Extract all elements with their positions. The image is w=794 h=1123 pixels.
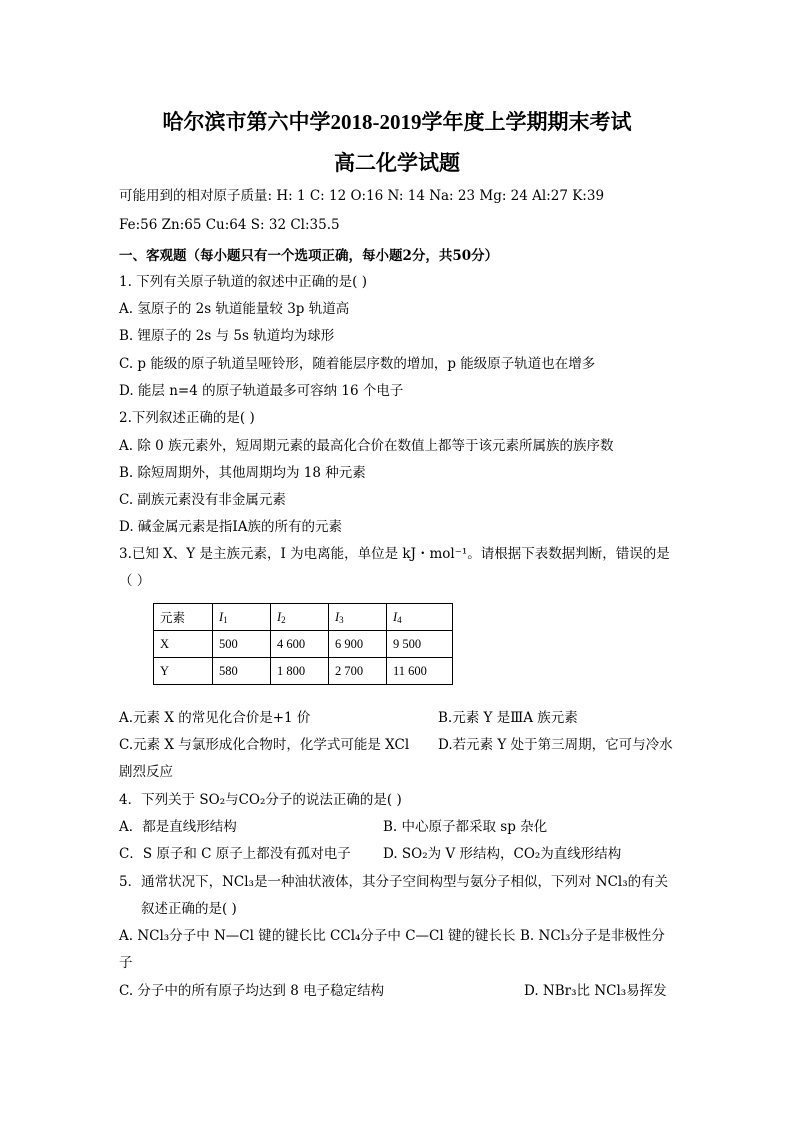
q5-option-a: A. NCl₃分子中 N—Cl 键的键长比 CCl₄分子中 C—Cl 键的键长长 [119,928,516,944]
table-cell: Y [154,658,213,685]
q3-stem-continued: （ ） [119,573,151,589]
q5-option-c: C. 分子中的所有原子均达到 8 电子稳定结构 [119,983,385,999]
q4-stem: 4．下列关于 SO₂与CO₂分子的说法正确的是( ) [119,792,402,808]
q2-option-a: A. 除 0 族元素外，短周期元素的最高化合价在数值上都等于该元素所属族的族序数 [119,438,614,454]
table-cell: 580 [213,658,271,685]
table-header-cell: 元素 [154,604,213,631]
q1-option-d: D. 能层 n=4 的原子轨道最多可容纳 16 个电子 [119,383,404,399]
q3-stem: 3.已知 X、Y 是主族元素，I 为电离能，单位是 kJ・mol⁻¹。请根据下表数据判断，错误的是 [119,546,670,562]
q2-option-c: C. 副族元素没有非金属元素 [119,492,286,508]
atomic-mass-line-2: Fe:56 Zn:65 Cu:64 S: 32 Cl:35.5 [119,217,340,233]
q1-option-b: B. 锂原子的 2s 与 5s 轨道均为球形 [119,328,335,344]
table-cell: 1 800 [271,658,329,685]
section-heading: 一、客观题（每小题只有一个选项正确，每小题2分，共50分） [119,248,499,264]
q3-option-c: C.元素 X 与氯形成化合物时，化学式可能是 XCl [119,737,410,753]
q5-option-d: D. NBr₃比 NCl₃易挥发 [524,983,667,999]
q5-stem: 5．通常状况下，NCl₃是一种油状液体，其分子空间构型与氨分子相似，下列对 NCl₃的有关 [119,874,669,890]
exam-title: 哈尔滨市第六中学2018-2019学年度上学期期末考试 [162,110,632,134]
table-row [154,631,453,658]
q4-option-a: A．都是直线形结构 [119,819,237,835]
table-cell: 500 [213,631,271,658]
table-cell: 2 700 [329,658,387,685]
q2-option-d: D. 碱金属元素是指ⅠA族的所有的元素 [119,519,343,535]
table-header-cell: $I_3$ [329,604,387,631]
q3-option-d-continued: 剧烈反应 [119,764,173,780]
q1-stem: 1. 下列有关原子轨道的叙述中正确的是( ) [119,274,367,290]
q2-option-b: B. 除短周期外，其他周期均为 18 种元素 [119,465,366,481]
atomic-mass-line-1: 可能用到的相对原子质量: H: 1 C: 12 O:16 N: 14 Na: 23 Mg: 24 Al:27 K:39 [119,188,605,204]
table-header-cell: $I_1$ [213,604,271,631]
q5-stem-continued: 叙述正确的是( ) [141,901,237,917]
q4-option-c: C．S 原子和 C 原子上都没有孤对电子 [119,846,351,862]
table-cell: 11 600 [387,658,453,685]
q4-option-d: D. SO₂为 V 形结构，CO₂为直线形结构 [383,846,622,862]
table-cell: X [154,631,213,658]
table-row [154,658,453,685]
q5-option-b: B. NCl₃分子是非极性分 [520,928,665,944]
table-cell: 6 900 [329,631,387,658]
q3-option-a: A.元素 X 的常见化合价是+1 价 [119,710,311,726]
q1-option-a: A. 氢原子的 2s 轨道能量较 3p 轨道高 [119,301,350,317]
exam-subtitle: 高二化学试题 [334,151,460,175]
ionization-energy-table [153,603,453,685]
table-header-row [154,604,453,631]
q5-option-b-continued: 子 [119,955,133,971]
table-header-cell: $I_4$ [387,604,453,631]
q1-option-c: C. p 能级的原子轨道呈哑铃形，随着能层序数的增加，p 能级原子轨道也在增多 [119,356,596,372]
q4-option-b: B. 中心原子都采取 sp 杂化 [383,819,548,835]
q3-option-b: B.元素 Y 是ⅢA 族元素 [438,710,578,726]
table-header-cell: $I_2$ [271,604,329,631]
q3-option-d: D.若元素 Y 处于第三周期，它可与冷水 [438,737,673,753]
q2-stem: 2.下列叙述正确的是( ) [119,410,255,426]
table-cell: 9 500 [387,631,453,658]
table-cell: 4 600 [271,631,329,658]
